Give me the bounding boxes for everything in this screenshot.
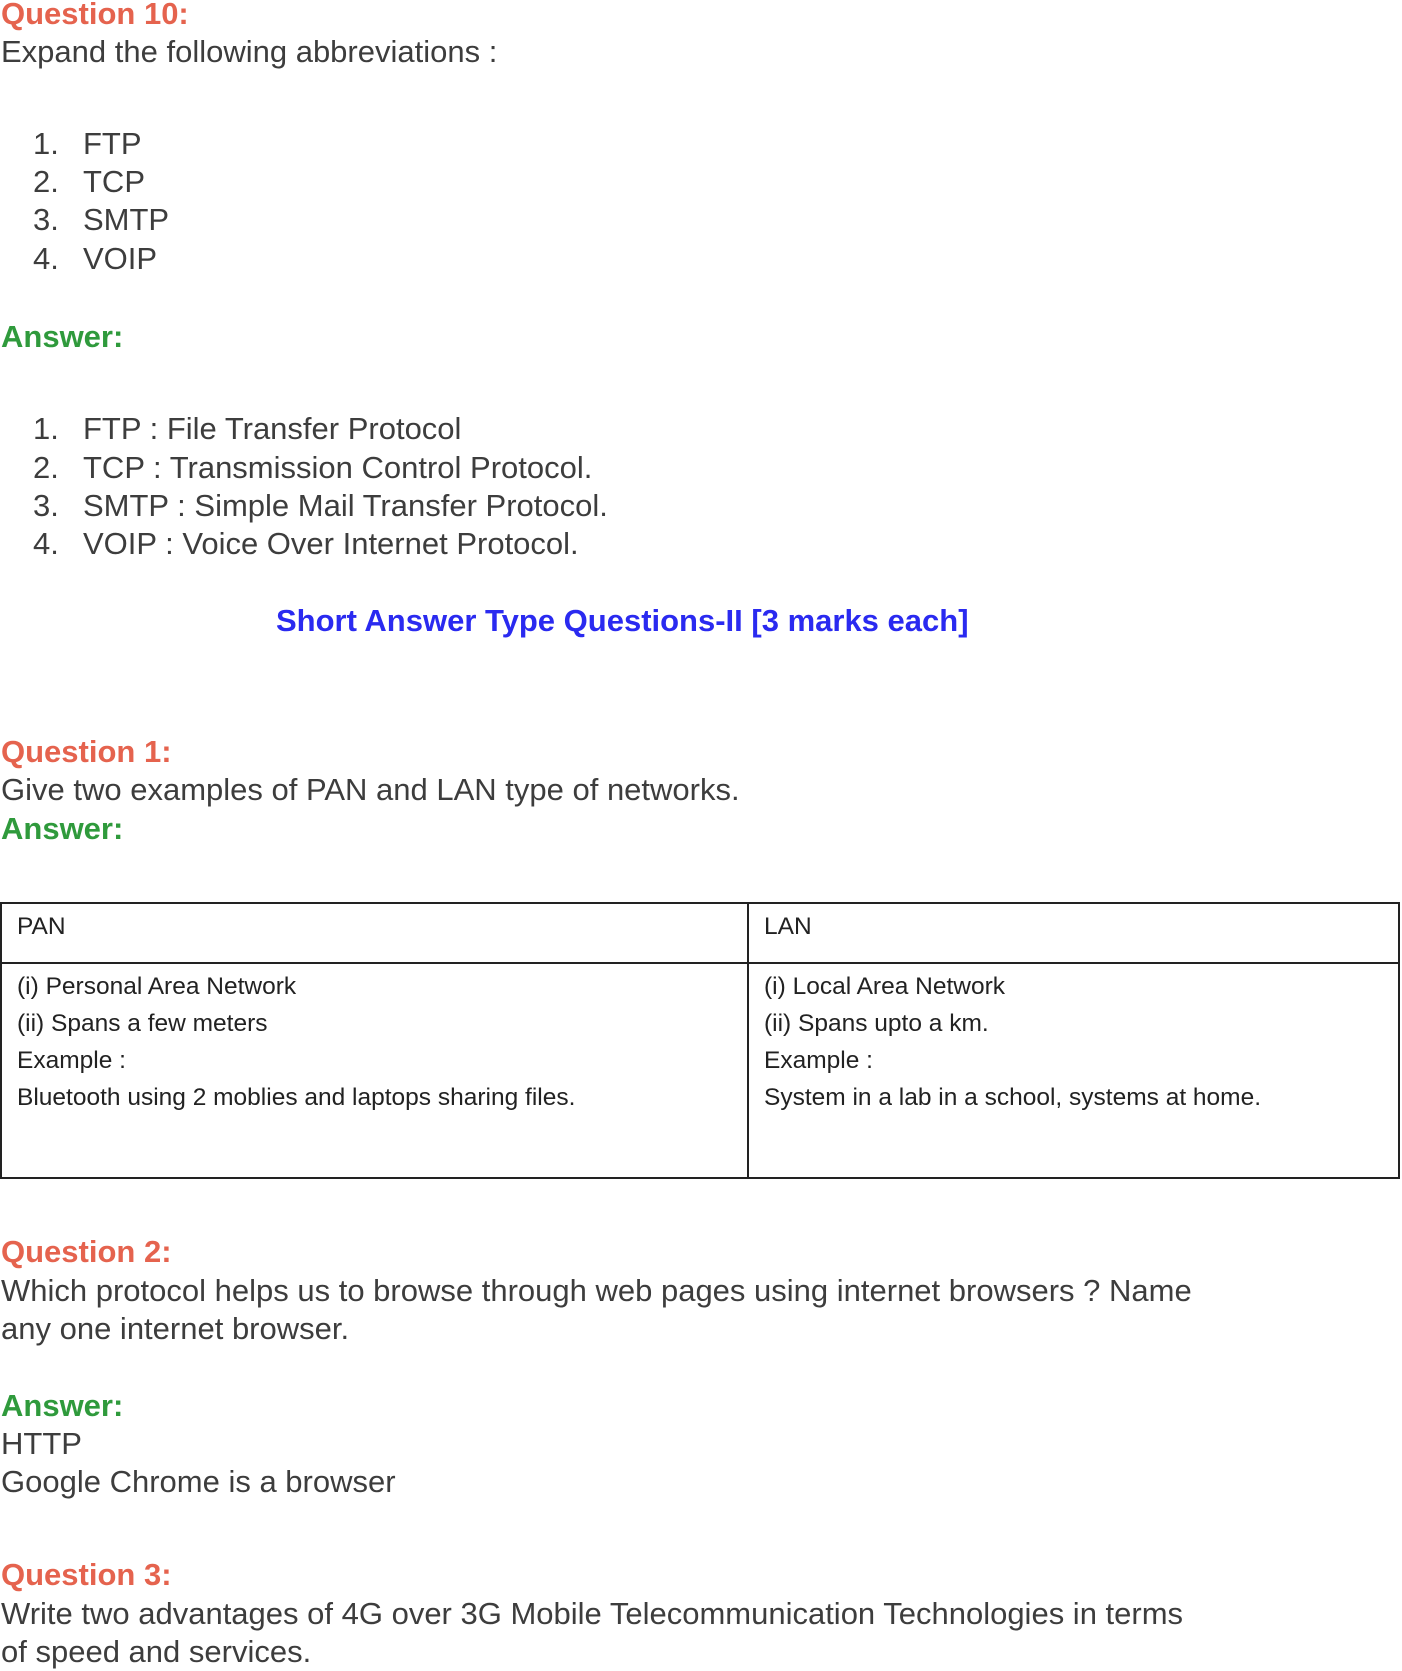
question-2-answer-line: HTTP xyxy=(1,1426,82,1461)
cell-line: Example : xyxy=(17,1047,126,1074)
question-2-answer-line: Google Chrome is a browser xyxy=(1,1464,396,1499)
answer-label: Answer: xyxy=(1,319,124,354)
list-item: 1. FTP xyxy=(33,126,142,161)
cell-line: (i) Local Area Network xyxy=(764,973,1006,1000)
question-3-prompt-line: Write two advantages of 4G over 3G Mobile Telecommunication Technologies in terms xyxy=(1,1596,1184,1631)
question-1-prompt: Give two examples of PAN and LAN type of networks. xyxy=(1,772,740,807)
question-3-prompt-line: of speed and services. xyxy=(1,1634,312,1669)
question-10-title: Question 10: xyxy=(1,0,189,31)
cell-line: System in a lab in a school, systems at home. xyxy=(764,1084,1262,1111)
list-item: 4. VOIP xyxy=(33,241,158,276)
answer-label: Answer: xyxy=(1,811,124,846)
cell-line: (ii) Spans upto a km. xyxy=(764,1010,989,1037)
cell-line: Example : xyxy=(764,1047,873,1074)
table-header-pan: PAN xyxy=(1,903,748,963)
table-row xyxy=(1,963,1399,1178)
pan-lan-table xyxy=(0,902,1400,1179)
question-3-title: Question 3: xyxy=(1,1557,172,1592)
table-cell-pan xyxy=(1,963,748,1178)
table-cell-lan xyxy=(748,963,1399,1178)
question-10-prompt: Expand the following abbreviations : xyxy=(1,34,498,69)
table-header-lan: LAN xyxy=(748,903,1399,963)
list-item: 2. TCP xyxy=(33,164,145,199)
list-item: 3. SMTP : Simple Mail Transfer Protocol. xyxy=(33,488,608,523)
question-2-prompt-line: Which protocol helps us to browse through web pages using internet browsers ? Name xyxy=(1,1273,1192,1308)
list-item: 2. TCP : Transmission Control Protocol. xyxy=(33,450,593,485)
answer-label: Answer: xyxy=(1,1388,124,1423)
cell-line: (ii) Spans a few meters xyxy=(17,1010,268,1037)
list-item: 1. FTP : File Transfer Protocol xyxy=(33,411,462,446)
cell-line: Bluetooth using 2 moblies and laptops sharing files. xyxy=(17,1084,576,1111)
list-item: 4. VOIP : Voice Over Internet Protocol. xyxy=(33,526,579,561)
question-2-title: Question 2: xyxy=(1,1234,172,1269)
table-header-row xyxy=(1,903,1399,963)
question-1-title: Question 1: xyxy=(1,734,172,769)
cell-line: (i) Personal Area Network xyxy=(17,973,297,1000)
list-item: 3. SMTP xyxy=(33,202,170,237)
question-2-prompt-line: any one internet browser. xyxy=(1,1311,350,1346)
section-heading: Short Answer Type Questions-II [3 marks each] xyxy=(276,603,969,638)
